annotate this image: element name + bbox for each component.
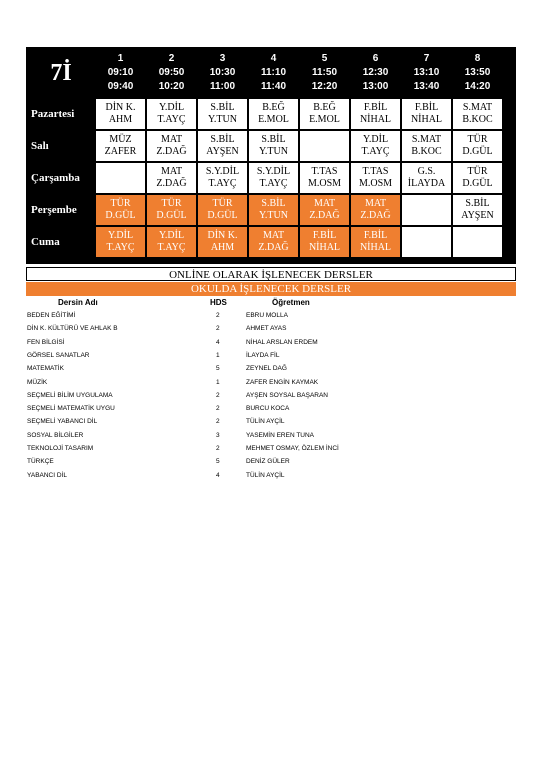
course-teacher: TÜLİN AYÇİL bbox=[246, 471, 285, 479]
course-row bbox=[0, 472, 542, 484]
period-num: 4 bbox=[270, 53, 277, 64]
course-name: DİN K. KÜLTÜRÜ VE AHLAK B bbox=[27, 325, 118, 333]
lesson-cell bbox=[249, 163, 298, 193]
lesson-subject: S.Y.DİL bbox=[205, 166, 240, 177]
lesson-cell bbox=[402, 99, 451, 129]
lesson-subject: S.MAT bbox=[411, 134, 442, 145]
period-start: 13:50 bbox=[464, 67, 491, 78]
lesson-subject: S.BİL bbox=[261, 198, 286, 209]
lesson-subject: MAT bbox=[160, 166, 183, 177]
lesson-subject: DİN K. bbox=[105, 102, 136, 113]
lesson-teacher: ZAFER bbox=[104, 146, 137, 157]
lesson-cell bbox=[198, 195, 247, 225]
lesson-subject: TÜR bbox=[212, 198, 233, 209]
lesson-cell bbox=[300, 163, 349, 193]
course-name: MÜZİK bbox=[27, 378, 48, 386]
course-hds: 2 bbox=[216, 405, 220, 413]
lesson-subject: Y.DİL bbox=[158, 102, 185, 113]
period-end: 11:00 bbox=[209, 81, 236, 92]
lesson-cell bbox=[351, 163, 400, 193]
course-hds: 2 bbox=[216, 312, 220, 319]
lesson-teacher: D.GÜL bbox=[105, 210, 136, 221]
period-start: 11:50 bbox=[311, 67, 338, 78]
lesson-cell bbox=[351, 99, 400, 129]
lesson-cell bbox=[402, 227, 451, 257]
lesson-teacher: E.MOL bbox=[309, 114, 340, 125]
period-start: 11:10 bbox=[260, 67, 287, 78]
course-teacher: BURCU KOCA bbox=[246, 405, 290, 413]
lesson-teacher: E.MOL bbox=[258, 114, 289, 125]
lesson-cell bbox=[351, 227, 400, 257]
lesson-cell bbox=[351, 131, 400, 161]
lesson-subject: Y.DİL bbox=[362, 134, 389, 145]
lesson-cell bbox=[402, 163, 451, 193]
lesson-cell bbox=[402, 131, 451, 161]
course-teacher: NİHAL ARSLAN ERDEM bbox=[246, 338, 318, 346]
lesson-teacher: T.AYÇ bbox=[208, 178, 237, 189]
lesson-subject: Y.DİL bbox=[107, 230, 134, 241]
lesson-subject: S.BİL bbox=[465, 198, 490, 209]
period-start: 10:30 bbox=[209, 67, 236, 78]
class-name: 7İ bbox=[28, 49, 94, 97]
course-name: FEN BİLGİSİ bbox=[27, 338, 65, 346]
course-name: TÜRKÇE bbox=[27, 458, 54, 466]
period-num: 8 bbox=[474, 53, 481, 64]
course-name: MATEMATİK bbox=[27, 365, 64, 373]
lesson-teacher: NİHAL bbox=[359, 242, 392, 253]
period-header bbox=[198, 49, 247, 97]
lesson-teacher: D.GÜL bbox=[207, 210, 238, 221]
period-end: 09:40 bbox=[107, 81, 134, 92]
period-header bbox=[453, 49, 502, 97]
lesson-teacher: D.GÜL bbox=[462, 146, 493, 157]
course-row bbox=[0, 339, 542, 351]
lesson-subject: F.BİL bbox=[312, 230, 337, 241]
hds-header: HDS bbox=[210, 298, 227, 307]
lesson-subject: TÜR bbox=[110, 198, 131, 209]
lesson-teacher: T.AYÇ bbox=[106, 242, 135, 253]
lesson-subject: T.TAS bbox=[362, 166, 389, 177]
lesson-subject: MÜZ bbox=[109, 134, 132, 145]
lesson-cell bbox=[300, 195, 349, 225]
course-teacher: İLAYDA FİL bbox=[246, 351, 280, 359]
lesson-subject: F.BİL bbox=[363, 102, 388, 113]
course-name: GÖRSEL SANATLAR bbox=[27, 351, 90, 359]
lesson-subject: F.BİL bbox=[363, 230, 388, 241]
lesson-cell bbox=[402, 195, 451, 225]
course-hds: 2 bbox=[216, 418, 220, 426]
lesson-teacher: T.AYÇ bbox=[361, 146, 390, 157]
day-name: Salı bbox=[28, 131, 94, 161]
lesson-cell bbox=[300, 131, 349, 161]
lesson-subject: B.EĞ bbox=[313, 102, 336, 113]
lesson-teacher: T.AYÇ bbox=[157, 114, 186, 125]
course-hds: 1 bbox=[216, 351, 220, 359]
period-header bbox=[96, 49, 145, 97]
course-hds: 2 bbox=[216, 445, 220, 452]
course-hds: 5 bbox=[216, 365, 220, 373]
course-row bbox=[0, 432, 542, 444]
period-start: 09:50 bbox=[158, 67, 185, 78]
course-name: TEKNOLOJİ TASARIM bbox=[27, 445, 94, 452]
lesson-cell bbox=[453, 99, 502, 129]
lesson-cell bbox=[249, 99, 298, 129]
lesson-subject: MAT bbox=[262, 230, 285, 241]
period-end: 13:00 bbox=[362, 81, 389, 92]
day-row bbox=[28, 131, 502, 161]
lesson-subject: S.Y.DİL bbox=[256, 166, 291, 177]
schedule-grid bbox=[26, 47, 504, 259]
lesson-cell bbox=[147, 99, 196, 129]
course-name: YABANCI DİL bbox=[27, 471, 67, 479]
lesson-subject: TÜR bbox=[467, 166, 488, 177]
lesson-teacher: Y.TUN bbox=[208, 114, 237, 125]
course-hds: 1 bbox=[216, 378, 220, 386]
course-name: SEÇMELİ BİLİM UYGULAMA bbox=[27, 391, 113, 399]
lesson-cell bbox=[453, 131, 502, 161]
course-teacher: AHMET AYAS bbox=[246, 325, 287, 333]
lesson-teacher: Z.DAĞ bbox=[309, 210, 340, 221]
lesson-cell bbox=[96, 99, 145, 129]
course-hds: 4 bbox=[216, 338, 220, 346]
lesson-cell bbox=[249, 195, 298, 225]
lesson-cell bbox=[96, 163, 145, 193]
lesson-subject: G.S. bbox=[417, 166, 436, 177]
lesson-subject: S.BİL bbox=[261, 134, 286, 145]
lesson-cell bbox=[300, 227, 349, 257]
lesson-cell bbox=[453, 227, 502, 257]
course-teacher: MEHMET OSMAY, ÖZLEM İNCİ bbox=[246, 445, 339, 452]
school-lessons-label: OKULDA İŞLENECEK DERSLER bbox=[26, 282, 516, 296]
lesson-subject: TÜR bbox=[161, 198, 182, 209]
period-end: 14:20 bbox=[464, 81, 491, 92]
course-row bbox=[0, 418, 542, 430]
course-teacher: EBRU MOLLA bbox=[246, 312, 288, 319]
lesson-subject: F.BİL bbox=[414, 102, 439, 113]
course-row bbox=[0, 445, 542, 457]
course-name: SOSYAL BİLGİLER bbox=[27, 431, 84, 439]
lesson-cell bbox=[453, 163, 502, 193]
teacher-header: Öğretmen bbox=[272, 298, 310, 307]
day-row bbox=[28, 227, 502, 257]
course-row bbox=[0, 379, 542, 391]
course-row bbox=[0, 312, 542, 324]
schedule-table bbox=[26, 47, 516, 264]
lesson-cell bbox=[147, 163, 196, 193]
period-header bbox=[402, 49, 451, 97]
lesson-teacher: M.OSM bbox=[307, 178, 342, 189]
period-num: 7 bbox=[423, 53, 430, 64]
lesson-teacher: Z.DAĞ bbox=[258, 242, 289, 253]
lesson-cell bbox=[453, 195, 502, 225]
lesson-teacher: B.KOC bbox=[462, 114, 493, 125]
course-name: SEÇMELİ MATEMATİK UYGU bbox=[27, 405, 115, 413]
day-name: Pazartesi bbox=[28, 99, 94, 129]
lesson-cell bbox=[96, 131, 145, 161]
period-end: 10:20 bbox=[158, 81, 185, 92]
period-end: 13:40 bbox=[413, 81, 440, 92]
lesson-cell bbox=[198, 131, 247, 161]
period-end: 12:20 bbox=[311, 81, 338, 92]
day-name: Çarşamba bbox=[28, 163, 94, 193]
lesson-teacher: NİHAL bbox=[410, 114, 443, 125]
lesson-cell bbox=[198, 99, 247, 129]
course-row bbox=[0, 458, 542, 470]
period-num: 5 bbox=[321, 53, 328, 64]
lesson-subject: S.BİL bbox=[210, 134, 235, 145]
day-row bbox=[28, 163, 502, 193]
course-hds: 2 bbox=[216, 325, 220, 333]
period-num: 3 bbox=[219, 53, 226, 64]
lesson-cell bbox=[147, 131, 196, 161]
lesson-teacher: D.GÜL bbox=[462, 178, 493, 189]
lesson-cell bbox=[300, 99, 349, 129]
course-hds: 4 bbox=[216, 471, 220, 479]
period-header bbox=[300, 49, 349, 97]
lesson-teacher: D.GÜL bbox=[156, 210, 187, 221]
course-hds: 3 bbox=[216, 431, 220, 439]
lesson-subject: S.BİL bbox=[210, 102, 235, 113]
lesson-cell bbox=[351, 195, 400, 225]
lesson-teacher: AHM bbox=[108, 114, 133, 125]
lesson-subject: DİN K. bbox=[207, 230, 238, 241]
day-row bbox=[28, 195, 502, 225]
period-header bbox=[249, 49, 298, 97]
period-start: 13:10 bbox=[413, 67, 440, 78]
lesson-teacher: NİHAL bbox=[308, 242, 341, 253]
lesson-teacher: AYŞEN bbox=[206, 146, 239, 157]
lesson-cell bbox=[198, 227, 247, 257]
course-hds: 2 bbox=[216, 391, 220, 399]
lesson-subject: S.MAT bbox=[462, 102, 493, 113]
lesson-subject: MAT bbox=[313, 198, 336, 209]
course-row bbox=[0, 392, 542, 404]
lesson-cell bbox=[198, 163, 247, 193]
lesson-teacher: AHM bbox=[210, 242, 235, 253]
lesson-teacher: T.AYÇ bbox=[259, 178, 288, 189]
course-name: SEÇMELİ YABANCI DİL bbox=[27, 418, 98, 426]
lesson-cell bbox=[147, 195, 196, 225]
course-row bbox=[0, 365, 542, 377]
course-teacher: ZAFER ENGİN KAYMAK bbox=[246, 378, 319, 386]
lesson-teacher: Z.DAĞ bbox=[156, 178, 187, 189]
lesson-subject: MAT bbox=[364, 198, 387, 209]
period-header bbox=[351, 49, 400, 97]
lesson-cell bbox=[249, 227, 298, 257]
period-num: 6 bbox=[372, 53, 379, 64]
period-num: 1 bbox=[117, 53, 124, 64]
lesson-subject: T.TAS bbox=[311, 166, 338, 177]
day-row bbox=[28, 99, 502, 129]
lesson-teacher: Z.DAĞ bbox=[156, 146, 187, 157]
period-header bbox=[147, 49, 196, 97]
lesson-teacher: M.OSM bbox=[358, 178, 393, 189]
day-name: Perşembe bbox=[28, 195, 94, 225]
course-row bbox=[0, 325, 542, 337]
lesson-teacher: AYŞEN bbox=[461, 210, 494, 221]
course-teacher: ZEYNEL DAĞ bbox=[246, 365, 287, 373]
period-start: 12:30 bbox=[362, 67, 389, 78]
course-teacher: TÜLİN AYÇİL bbox=[246, 418, 285, 426]
lesson-subject: Y.DİL bbox=[158, 230, 185, 241]
course-row bbox=[0, 405, 542, 417]
lesson-cell bbox=[249, 131, 298, 161]
lesson-teacher: Z.DAĞ bbox=[360, 210, 391, 221]
lesson-subject: MAT bbox=[160, 134, 183, 145]
lesson-cell bbox=[147, 227, 196, 257]
lesson-teacher: Y.TUN bbox=[259, 210, 288, 221]
course-teacher: DENİZ GÜLER bbox=[246, 458, 290, 466]
day-name: Cuma bbox=[28, 227, 94, 257]
course-hds: 5 bbox=[216, 458, 220, 466]
course-name-header: Dersin Adı bbox=[58, 298, 98, 307]
lesson-teacher: NİHAL bbox=[359, 114, 392, 125]
lesson-subject: B.EĞ bbox=[262, 102, 285, 113]
course-name: BEDEN EĞİTİMİ bbox=[27, 312, 76, 319]
lesson-cell bbox=[96, 195, 145, 225]
lesson-teacher: B.KOC bbox=[411, 146, 442, 157]
course-teacher: YASEMİN EREN TUNA bbox=[246, 431, 315, 439]
course-row bbox=[0, 352, 542, 364]
online-lessons-label: ONLİNE OLARAK İŞLENECEK DERSLER bbox=[26, 267, 516, 281]
lesson-teacher: İLAYDA bbox=[407, 178, 446, 189]
lesson-subject: TÜR bbox=[467, 134, 488, 145]
course-teacher: AYŞEN SOYSAL BAŞARAN bbox=[246, 391, 329, 399]
lesson-teacher: Y.TUN bbox=[259, 146, 288, 157]
lesson-teacher: T.AYÇ bbox=[157, 242, 186, 253]
period-num: 2 bbox=[168, 53, 175, 64]
period-start: 09:10 bbox=[107, 67, 134, 78]
lesson-cell bbox=[96, 227, 145, 257]
period-end: 11:40 bbox=[260, 81, 287, 92]
